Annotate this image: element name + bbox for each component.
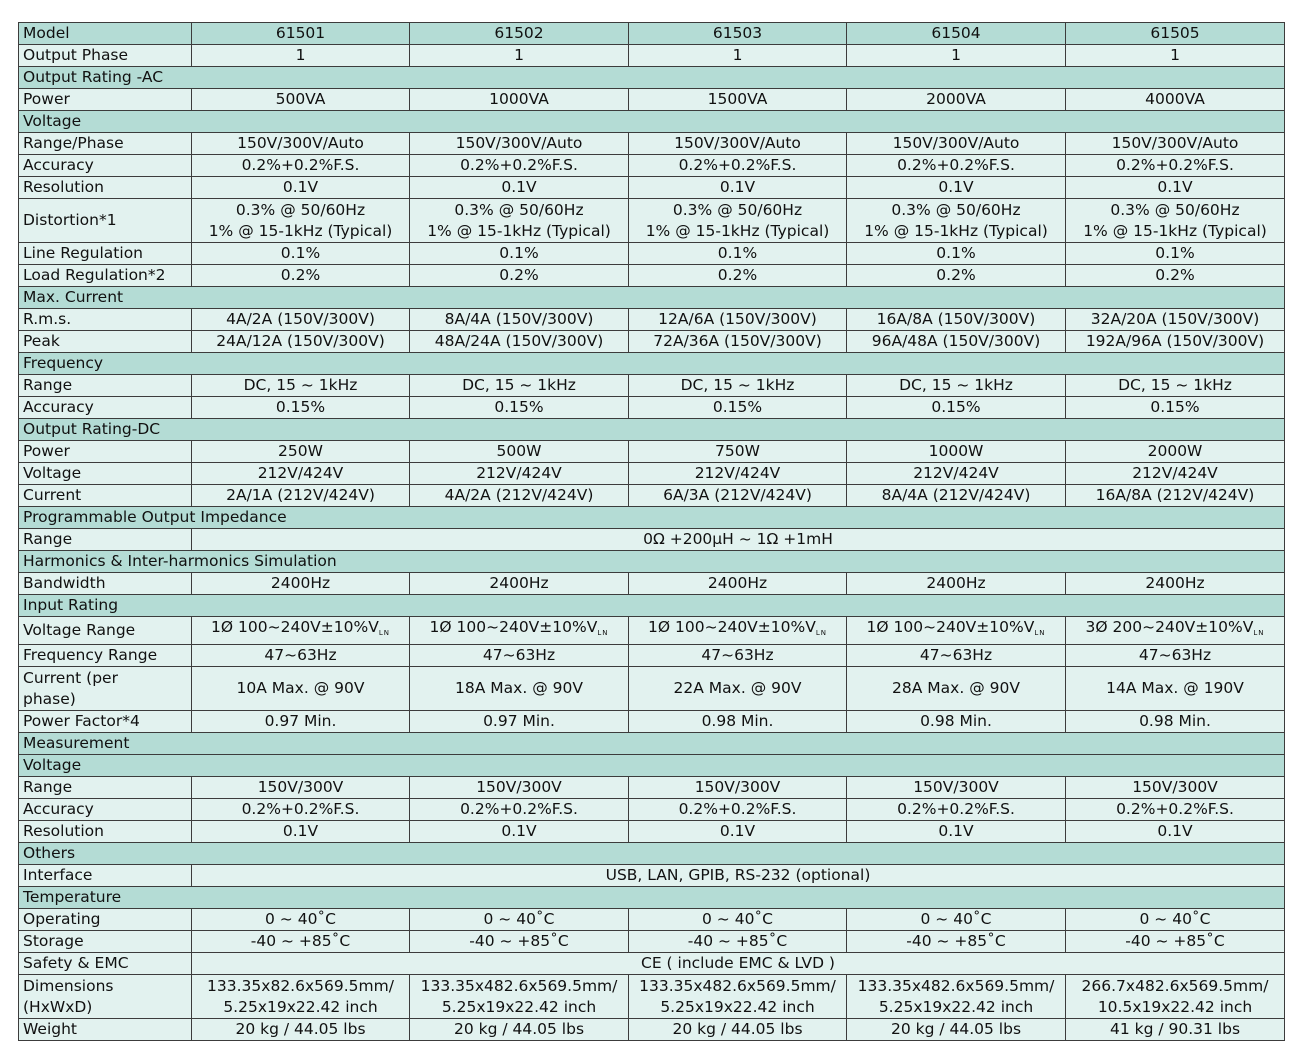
spec-cell-line: 1% @ 15-1kHz (Typical) xyxy=(1083,221,1267,240)
spec-cell: 0 ~ 40˚C xyxy=(847,909,1066,931)
spec-row-current xyxy=(19,485,1285,507)
spec-cell-line: 133.35x482.6x569.5mm/ xyxy=(420,976,618,995)
spec-cell: 150V/300V xyxy=(629,777,847,799)
row-label: Power xyxy=(19,441,192,463)
spec-cell: 150V/300V xyxy=(847,777,1066,799)
spec-cell xyxy=(410,975,629,1019)
spec-cell: 2400Hz xyxy=(629,573,847,595)
section-heading: Others xyxy=(19,843,1285,865)
row-label: Interface xyxy=(19,865,192,887)
spec-cell: 0.2% xyxy=(629,265,847,287)
spec-cell: 212V/424V xyxy=(629,463,847,485)
spec-row-line-regulation xyxy=(19,243,1285,265)
spec-row-voltage-range xyxy=(19,617,1285,645)
spec-cell-line: 18A Max. @ 90V xyxy=(455,679,583,697)
spec-row-output-phase xyxy=(19,45,1285,67)
spec-cell: 1500VA xyxy=(629,89,847,111)
spec-cell-line: 5.25x19x22.42 inch xyxy=(441,997,597,1016)
spec-cell: 0.2%+0.2%F.S. xyxy=(629,155,847,177)
spec-cell: DC, 15 ~ 1kHz xyxy=(1066,375,1285,397)
spec-row-peak xyxy=(19,331,1285,353)
spec-cell: 2400Hz xyxy=(847,573,1066,595)
spec-cell: 0.1V xyxy=(192,821,410,843)
spec-cell: 1 xyxy=(410,45,629,67)
spec-cell: 2400Hz xyxy=(410,573,629,595)
spec-row-power xyxy=(19,89,1285,111)
spec-row-current-per-phase xyxy=(19,667,1285,711)
spec-cell: 20 kg / 44.05 lbs xyxy=(192,1019,410,1041)
spec-cell: DC, 15 ~ 1kHz xyxy=(410,375,629,397)
spec-cell: 20 kg / 44.05 lbs xyxy=(847,1019,1066,1041)
spec-cell: 47~63Hz xyxy=(1066,645,1285,667)
spec-cell: -40 ~ +85˚C xyxy=(629,931,847,953)
spec-row-safety-emc xyxy=(19,953,1285,975)
spec-cell xyxy=(629,975,847,1019)
row-label-line: phase) xyxy=(23,689,76,708)
spec-cell xyxy=(192,617,410,645)
spec-cell-line: 1% @ 15-1kHz (Typical) xyxy=(208,221,393,240)
spec-row-range xyxy=(19,777,1285,799)
row-label: R.m.s. xyxy=(19,309,192,331)
spec-cell: 0.1% xyxy=(629,243,847,265)
row-label: Accuracy xyxy=(19,155,192,177)
spec-cell: DC, 15 ~ 1kHz xyxy=(192,375,410,397)
section-heading: Output Rating -AC xyxy=(19,67,1285,89)
spec-cell-line: 5.25x19x22.42 inch xyxy=(223,997,378,1016)
spec-cell: 1 xyxy=(1066,45,1285,67)
spec-row-distortion-1 xyxy=(19,199,1285,243)
spec-cell: 1000W xyxy=(847,441,1066,463)
spec-cell: 0.1V xyxy=(410,821,629,843)
spec-cell: -40 ~ +85˚C xyxy=(1066,931,1285,953)
section-row-output-rating-dc xyxy=(19,419,1285,441)
spec-cell xyxy=(1066,617,1285,645)
row-label: Frequency Range xyxy=(19,645,192,667)
spec-cell xyxy=(410,199,629,243)
row-label: Voltage xyxy=(19,463,192,485)
spec-cell: DC, 15 ~ 1kHz xyxy=(629,375,847,397)
spec-cell: 0 ~ 40˚C xyxy=(629,909,847,931)
spec-cell: 0.2% xyxy=(410,265,629,287)
spec-cell: 0.97 Min. xyxy=(192,711,410,733)
spec-cell: 0 ~ 40˚C xyxy=(192,909,410,931)
spec-cell-line: 5.25x19x22.42 inch xyxy=(660,997,815,1016)
spec-cell: 0.15% xyxy=(847,397,1066,419)
section-row-output-rating-ac xyxy=(19,67,1285,89)
spec-cell: 4A/2A (212V/424V) xyxy=(410,485,629,507)
spec-cell: 0.1V xyxy=(1066,821,1285,843)
spec-cell: 47~63Hz xyxy=(192,645,410,667)
model-column-header: 61505 xyxy=(1066,23,1285,45)
section-row-max-current xyxy=(19,287,1285,309)
spec-cell-line: 0.3% @ 50/60Hz xyxy=(1110,200,1240,219)
spec-cell-line: 28A Max. @ 90V xyxy=(892,679,1020,697)
spec-cell: 96A/48A (150V/300V) xyxy=(847,331,1066,353)
spec-cell: 150V/300V xyxy=(410,777,629,799)
spec-cell xyxy=(847,667,1066,711)
row-label xyxy=(19,975,192,1019)
spec-cell xyxy=(847,199,1066,243)
spec-row-range-phase xyxy=(19,133,1285,155)
spec-cell: 150V/300V/Auto xyxy=(410,133,629,155)
spec-cell: 750W xyxy=(629,441,847,463)
spec-row-accuracy xyxy=(19,155,1285,177)
row-label: Output Phase xyxy=(19,45,192,67)
section-heading: Max. Current xyxy=(19,287,1285,309)
spec-cell: 48A/24A (150V/300V) xyxy=(410,331,629,353)
spec-cell: 47~63Hz xyxy=(629,645,847,667)
spec-cell: 500W xyxy=(410,441,629,463)
spec-cell: 16A/8A (150V/300V) xyxy=(847,309,1066,331)
spec-cell-line: 1% @ 15-1kHz (Typical) xyxy=(864,221,1048,240)
spec-cell-line: 0.3% @ 50/60Hz xyxy=(454,200,584,219)
spec-row-dimensions-hxwxd xyxy=(19,975,1285,1019)
spec-cell: 0.2% xyxy=(192,265,410,287)
spec-cell: 500VA xyxy=(192,89,410,111)
spec-row-bandwidth xyxy=(19,573,1285,595)
spec-cell: 150V/300V xyxy=(192,777,410,799)
spec-cell-line: 14A Max. @ 190V xyxy=(1106,679,1244,697)
spec-cell: 0.98 Min. xyxy=(1066,711,1285,733)
spanned-value: 0Ω +200μH ~ 1Ω +1mH xyxy=(192,529,1285,551)
spec-cell xyxy=(847,975,1066,1019)
section-row-input-rating xyxy=(19,595,1285,617)
spec-row-range xyxy=(19,375,1285,397)
spec-row-load-regulation-2 xyxy=(19,265,1285,287)
model-column-header: 61502 xyxy=(410,23,629,45)
spec-cell: 0 ~ 40˚C xyxy=(410,909,629,931)
spec-cell-line: 266.7x482.6x569.5mm/ xyxy=(1081,976,1269,995)
spec-cell-line: 133.35x482.6x569.5mm/ xyxy=(857,976,1055,995)
spec-cell: 0.2%+0.2%F.S. xyxy=(1066,799,1285,821)
spec-cell: 4000VA xyxy=(1066,89,1285,111)
spec-cell-value: 3Ø 200~240V±10%V xyxy=(1085,618,1254,636)
subscript: LN xyxy=(597,629,609,637)
spec-row-frequency-range xyxy=(19,645,1285,667)
spec-row-accuracy xyxy=(19,799,1285,821)
spec-cell xyxy=(629,617,847,645)
spec-cell: 2000VA xyxy=(847,89,1066,111)
row-label: Power xyxy=(19,89,192,111)
spec-cell-line: 10A Max. @ 90V xyxy=(236,679,365,697)
spec-cell: 0.98 Min. xyxy=(629,711,847,733)
section-heading: Voltage xyxy=(19,755,1285,777)
spec-cell: 0.2%+0.2%F.S. xyxy=(192,799,410,821)
row-label-line: (HxWxD) xyxy=(23,997,93,1016)
spec-cell: 0.2% xyxy=(847,265,1066,287)
spec-cell: 0.1V xyxy=(847,177,1066,199)
spec-cell: 12A/6A (150V/300V) xyxy=(629,309,847,331)
subscript: LN xyxy=(1034,629,1046,637)
section-row-temperature xyxy=(19,887,1285,909)
section-heading: Measurement xyxy=(19,733,1285,755)
spec-row-resolution xyxy=(19,177,1285,199)
row-label: Accuracy xyxy=(19,397,192,419)
spec-cell-line: 5.25x19x22.42 inch xyxy=(878,997,1034,1016)
spec-cell: 0.1V xyxy=(629,821,847,843)
spec-cell: 250W xyxy=(192,441,410,463)
spec-cell: 72A/36A (150V/300V) xyxy=(629,331,847,353)
spec-table xyxy=(18,22,1285,1041)
spec-cell xyxy=(192,199,410,243)
spec-cell: 150V/300V/Auto xyxy=(1066,133,1285,155)
spec-cell xyxy=(1066,199,1285,243)
spec-cell-line: 0.3% @ 50/60Hz xyxy=(235,200,366,219)
spec-cell: 0.1% xyxy=(192,243,410,265)
spec-cell: 4A/2A (150V/300V) xyxy=(192,309,410,331)
spanned-value: USB, LAN, GPIB, RS-232 (optional) xyxy=(192,865,1285,887)
spec-row-operating xyxy=(19,909,1285,931)
row-label: Resolution xyxy=(19,177,192,199)
spec-cell xyxy=(1066,975,1285,1019)
model-column-header: 61504 xyxy=(847,23,1066,45)
spec-cell: 47~63Hz xyxy=(410,645,629,667)
row-label: Range xyxy=(19,529,192,551)
spec-cell xyxy=(847,617,1066,645)
spec-cell: 212V/424V xyxy=(1066,463,1285,485)
spec-cell: 150V/300V/Auto xyxy=(847,133,1066,155)
spec-cell: 20 kg / 44.05 lbs xyxy=(410,1019,629,1041)
row-label: Line Regulation xyxy=(19,243,192,265)
section-row-voltage xyxy=(19,755,1285,777)
spec-cell: 1 xyxy=(629,45,847,67)
section-heading: Voltage xyxy=(19,111,1285,133)
section-heading: Frequency xyxy=(19,353,1285,375)
spec-cell: 24A/12A (150V/300V) xyxy=(192,331,410,353)
spec-cell: 0.15% xyxy=(410,397,629,419)
spec-cell-line: 22A Max. @ 90V xyxy=(673,679,802,697)
spec-cell: 212V/424V xyxy=(192,463,410,485)
subscript: LN xyxy=(378,629,390,637)
spec-cell: 0.2%+0.2%F.S. xyxy=(847,155,1066,177)
spec-cell: 0.15% xyxy=(192,397,410,419)
row-label: Current xyxy=(19,485,192,507)
spec-row-voltage xyxy=(19,463,1285,485)
spec-cell: 0.1% xyxy=(410,243,629,265)
spec-cell: -40 ~ +85˚C xyxy=(847,931,1066,953)
section-heading: Temperature xyxy=(19,887,1285,909)
section-row-harmonics-inter-harmonics-simulation xyxy=(19,551,1285,573)
spec-cell: 0.1% xyxy=(847,243,1066,265)
row-label xyxy=(19,199,192,243)
row-label: Safety & EMC xyxy=(19,953,192,975)
model-column-header: 61501 xyxy=(192,23,410,45)
section-row-voltage xyxy=(19,111,1285,133)
spec-cell: 2400Hz xyxy=(1066,573,1285,595)
row-label: Weight xyxy=(19,1019,192,1041)
spec-cell: 8A/4A (212V/424V) xyxy=(847,485,1066,507)
subscript: LN xyxy=(815,629,827,637)
spec-cell: 8A/4A (150V/300V) xyxy=(410,309,629,331)
spec-cell xyxy=(192,975,410,1019)
section-row-measurement xyxy=(19,733,1285,755)
row-label: Bandwidth xyxy=(19,573,192,595)
spec-cell-line: 10.5x19x22.42 inch xyxy=(1097,997,1253,1016)
section-heading: Harmonics & Inter-harmonics Simulation xyxy=(19,551,1285,573)
spec-cell: 2400Hz xyxy=(192,573,410,595)
spec-cell: 212V/424V xyxy=(410,463,629,485)
row-label: Range/Phase xyxy=(19,133,192,155)
spec-cell xyxy=(410,617,629,645)
spec-cell: 0.2%+0.2%F.S. xyxy=(192,155,410,177)
spec-cell xyxy=(629,199,847,243)
spec-cell: 1000VA xyxy=(410,89,629,111)
spec-cell-value: 1Ø 100~240V±10%V xyxy=(648,618,816,636)
row-label: Storage xyxy=(19,931,192,953)
spec-row-r-m-s xyxy=(19,309,1285,331)
spec-table-body xyxy=(19,23,1285,1041)
spec-cell: 0.1V xyxy=(192,177,410,199)
spec-cell-line: 133.35x82.6x569.5mm/ xyxy=(207,976,394,995)
header-row xyxy=(19,23,1285,45)
row-label: Range xyxy=(19,375,192,397)
spec-cell xyxy=(629,667,847,711)
row-label: Resolution xyxy=(19,821,192,843)
row-label: Power Factor*4 xyxy=(19,711,192,733)
spec-cell: 41 kg / 90.31 lbs xyxy=(1066,1019,1285,1041)
spec-cell: 212V/424V xyxy=(847,463,1066,485)
spec-cell: DC, 15 ~ 1kHz xyxy=(847,375,1066,397)
row-label: Accuracy xyxy=(19,799,192,821)
spec-cell: 47~63Hz xyxy=(847,645,1066,667)
spec-cell: 0.2%+0.2%F.S. xyxy=(847,799,1066,821)
row-label xyxy=(19,667,192,711)
spec-cell: 0.1V xyxy=(847,821,1066,843)
spec-cell: 32A/20A (150V/300V) xyxy=(1066,309,1285,331)
spec-row-range xyxy=(19,529,1285,551)
spec-cell: 0.2% xyxy=(1066,265,1285,287)
spec-cell-line: 1% @ 15-1kHz (Typical) xyxy=(427,221,611,240)
row-label: Operating xyxy=(19,909,192,931)
spec-cell: 0.2%+0.2%F.S. xyxy=(1066,155,1285,177)
spec-cell: 0.2%+0.2%F.S. xyxy=(629,799,847,821)
row-label: Load Regulation*2 xyxy=(19,265,192,287)
spec-cell: 0.15% xyxy=(1066,397,1285,419)
row-label: Voltage Range xyxy=(19,617,192,645)
spec-cell: 1 xyxy=(192,45,410,67)
spec-cell: 20 kg / 44.05 lbs xyxy=(629,1019,847,1041)
spec-cell: 0.97 Min. xyxy=(410,711,629,733)
section-row-others xyxy=(19,843,1285,865)
spec-cell: 0.1% xyxy=(1066,243,1285,265)
spec-row-resolution xyxy=(19,821,1285,843)
spec-cell: 150V/300V/Auto xyxy=(192,133,410,155)
row-label: Range xyxy=(19,777,192,799)
section-row-frequency xyxy=(19,353,1285,375)
spec-cell: 0.15% xyxy=(629,397,847,419)
spec-cell: 0.2%+0.2%F.S. xyxy=(410,155,629,177)
spec-cell: 0 ~ 40˚C xyxy=(1066,909,1285,931)
spec-cell xyxy=(192,667,410,711)
spec-cell-line: 133.35x482.6x569.5mm/ xyxy=(639,976,836,995)
spec-row-power-factor-4 xyxy=(19,711,1285,733)
spec-cell: 150V/300V xyxy=(1066,777,1285,799)
spec-cell xyxy=(410,667,629,711)
spec-cell: 192A/96A (150V/300V) xyxy=(1066,331,1285,353)
spec-row-storage xyxy=(19,931,1285,953)
spec-cell: 0.1V xyxy=(410,177,629,199)
spec-row-weight xyxy=(19,1019,1285,1041)
model-column-header: 61503 xyxy=(629,23,847,45)
spec-cell: 2000W xyxy=(1066,441,1285,463)
spec-cell: 2A/1A (212V/424V) xyxy=(192,485,410,507)
row-label: Peak xyxy=(19,331,192,353)
spec-cell: 16A/8A (212V/424V) xyxy=(1066,485,1285,507)
section-row-programmable-output-impedance xyxy=(19,507,1285,529)
spec-cell: 0.2%+0.2%F.S. xyxy=(410,799,629,821)
spec-cell-value: 1Ø 100~240V±10%V xyxy=(211,618,379,636)
row-label-line: Current (per xyxy=(23,668,118,687)
header-label: Model xyxy=(19,23,192,45)
row-label-line: Dimensions xyxy=(23,976,114,995)
spec-cell: 0.1V xyxy=(629,177,847,199)
spec-row-accuracy xyxy=(19,397,1285,419)
spec-cell xyxy=(1066,667,1285,711)
row-label-line: Distortion*1 xyxy=(23,211,117,229)
subscript: LN xyxy=(1253,629,1265,637)
section-heading: Input Rating xyxy=(19,595,1285,617)
spec-cell: -40 ~ +85˚C xyxy=(192,931,410,953)
spanned-value: CE ( include EMC & LVD ) xyxy=(192,953,1285,975)
spec-row-interface xyxy=(19,865,1285,887)
spec-row-power xyxy=(19,441,1285,463)
spec-cell-line: 0.3% @ 50/60Hz xyxy=(891,200,1021,219)
spec-cell-line: 0.3% @ 50/60Hz xyxy=(672,200,803,219)
spec-cell: 0.1V xyxy=(1066,177,1285,199)
spec-cell-value: 1Ø 100~240V±10%V xyxy=(429,618,598,636)
spec-cell: 0.98 Min. xyxy=(847,711,1066,733)
spec-cell-value: 1Ø 100~240V±10%V xyxy=(866,618,1035,636)
section-heading: Output Rating-DC xyxy=(19,419,1285,441)
section-heading: Programmable Output Impedance xyxy=(19,507,1285,529)
spec-cell: 1 xyxy=(847,45,1066,67)
spec-cell: -40 ~ +85˚C xyxy=(410,931,629,953)
spec-cell: 150V/300V/Auto xyxy=(629,133,847,155)
spec-cell: 6A/3A (212V/424V) xyxy=(629,485,847,507)
spec-cell-line: 1% @ 15-1kHz (Typical) xyxy=(645,221,830,240)
